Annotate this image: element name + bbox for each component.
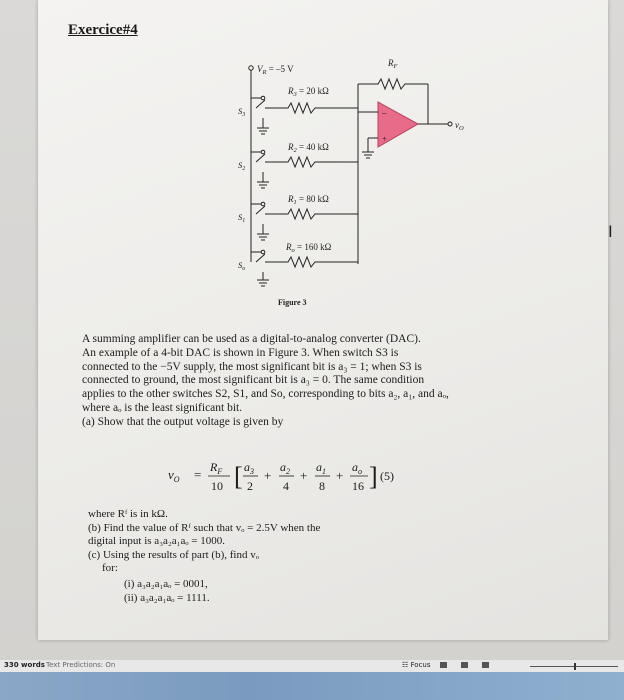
svg-text:So: $S_o$ xyxy=(238,260,246,272)
svg-text:[: [ xyxy=(234,462,243,491)
svg-text:+: + xyxy=(382,134,388,144)
focus-button[interactable]: ☷ Focus xyxy=(402,661,431,669)
svg-text:VR = –5 V: $V_R = -5$ V xyxy=(257,64,294,76)
svg-text:R1 = 80 kΩ: $R_1 = 80$ kΩ xyxy=(288,194,329,206)
part-line: (c) Using the results of part (b), find vₒ xyxy=(88,548,259,561)
web-layout-icon[interactable] xyxy=(482,662,489,668)
figure-caption: Figure 3 xyxy=(278,298,307,307)
svg-text:R3 = 20 kΩ: $R_3 = 20$ kΩ xyxy=(288,86,329,98)
dac-circuit-diagram xyxy=(168,52,464,292)
svg-text:S1: $S_1$ xyxy=(238,212,246,224)
paragraph-line: A summing amplifier can be used as a digital-to-analog converter (DAC). xyxy=(82,333,421,345)
svg-text:+: + xyxy=(336,468,344,483)
svg-text:–: – xyxy=(382,108,387,118)
svg-text:Ro = 160 kΩ: $R_o = 160$ kΩ xyxy=(286,242,332,254)
problem-paragraph xyxy=(82,333,482,430)
svg-text:16: 16 xyxy=(352,479,364,493)
svg-text:=: = xyxy=(194,467,202,482)
sub-items xyxy=(124,578,210,605)
view-mode-icons xyxy=(440,662,501,670)
svg-text:R2 = 40 kΩ: $R_2 = 40$ kΩ xyxy=(288,142,329,154)
svg-text:vO: $v_O$ xyxy=(455,120,464,132)
part-line: (b) Find the value of Rᶠ such that vₒ = 2.5V when the xyxy=(88,521,321,534)
focus-label: Focus xyxy=(410,661,431,669)
sub-item: (i) a₃a₂a₁aₒ = 0001, xyxy=(124,578,208,590)
paragraph-line: applies to the other switches S2, S1, and So, corresponding to bits a₂, a₁, and aₒ, xyxy=(82,388,449,401)
output-voltage-formula xyxy=(168,455,468,499)
paragraph-line: connected to the −5V supply, the most significant bit is a₃ = 1; when S3 is xyxy=(82,360,422,373)
svg-text:ao: $a_o$ xyxy=(352,460,362,476)
windows-taskbar xyxy=(0,672,624,700)
svg-text:+: + xyxy=(300,468,308,483)
svg-text:(5): (5) xyxy=(380,469,394,483)
word-count[interactable]: 330 words xyxy=(4,661,45,669)
svg-text:vO: $v_O$ xyxy=(168,467,180,484)
svg-text:+: + xyxy=(264,468,272,483)
problem-parts xyxy=(88,508,320,576)
svg-text:2: 2 xyxy=(247,479,253,493)
paragraph-line: (a) Show that the output voltage is given by xyxy=(82,415,284,428)
svg-text:8: 8 xyxy=(319,479,325,493)
svg-text:a3: $a_3$ xyxy=(244,460,254,476)
sub-item: (ii) a₃a₂a₁aₒ = 1111. xyxy=(124,591,210,604)
svg-text:10: 10 xyxy=(211,479,223,493)
paragraph-line: where aₒ is the least significant bit. xyxy=(82,401,243,414)
svg-text:RF: $R_F$ xyxy=(388,58,398,70)
svg-text:a1: $a_1$ xyxy=(316,460,326,476)
svg-text:RF: $R_F$ xyxy=(210,460,223,476)
print-layout-icon[interactable] xyxy=(461,662,468,668)
document-page[interactable] xyxy=(38,0,608,640)
part-line: for: xyxy=(102,562,118,574)
text-predictions-status[interactable]: Text Predictions: On xyxy=(46,661,116,669)
svg-text:S2: $S_2$ xyxy=(238,160,246,172)
paragraph-line: connected to ground, the most significant bit is a₃ = 0. The same condition xyxy=(82,374,425,387)
exercise-title: Exercice#4 xyxy=(68,22,138,38)
zoom-slider-handle[interactable] xyxy=(574,663,576,670)
svg-text:4: 4 xyxy=(283,479,289,493)
status-bar xyxy=(0,660,624,672)
part-line: where Rᶠ is in kΩ. xyxy=(88,508,168,520)
read-mode-icon[interactable] xyxy=(440,662,447,668)
part-line: digital input is a₃a₂a₁aₒ = 1000. xyxy=(88,535,225,547)
svg-text:]: ] xyxy=(369,462,378,491)
svg-text:S3: $S_3$ xyxy=(238,106,246,118)
paragraph-line: An example of a 4-bit DAC is shown in Figure 3. When switch S3 is xyxy=(82,346,399,359)
text-cursor-icon: I xyxy=(608,222,613,241)
svg-text:a2: $a_2$ xyxy=(280,460,290,476)
